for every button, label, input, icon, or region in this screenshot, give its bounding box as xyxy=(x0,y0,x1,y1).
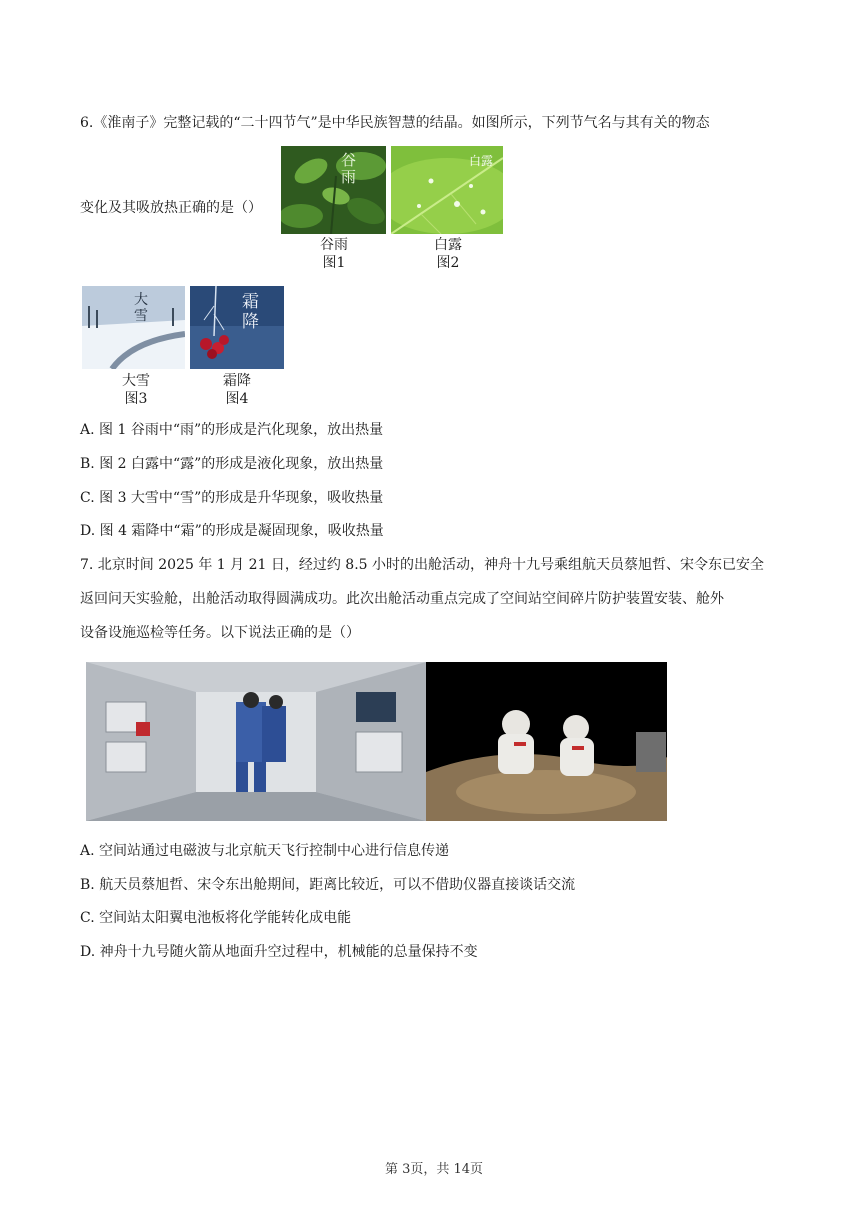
q6-stem-line1: 6.《淮南子》完整记载的“二十四节气”是中华民族智慧的结晶。如图所示，下列节气名与其有关的物态 xyxy=(80,115,710,131)
q6-option-c: C. 图 3 大雪中“雪”的形成是升华现象，吸收热量 xyxy=(80,490,384,506)
q7-option-c: C. 空间站太阳翼电池板将化学能转化成电能 xyxy=(80,910,352,926)
figure-4-shuangjiang-image xyxy=(190,286,284,369)
figure-2-name: 白露 xyxy=(434,237,462,253)
figure-2-overlay-text: 白露 xyxy=(469,154,494,168)
figure-4-overlay-text: 霜降 xyxy=(242,292,259,332)
spacewalk-image xyxy=(426,662,667,821)
figure-3-overlay-text: 大雪 xyxy=(134,292,148,324)
figure-3-daxue-image xyxy=(82,286,185,369)
figure-2-label: 图2 xyxy=(436,255,460,271)
q6-option-a: A. 图 1 谷雨中“雨”的形成是汽化现象，放出热量 xyxy=(80,422,384,438)
q7-option-a: A. 空间站通过电磁波与北京航天飞行控制中心进行信息传递 xyxy=(80,843,450,859)
figure-4-label: 图4 xyxy=(225,391,249,407)
space-station-interior-image xyxy=(86,662,426,821)
figure-1-name: 谷雨 xyxy=(320,237,348,253)
q7-stem-line1: 7. 北京时间 2025 年 1 月 21 日，经过约 8.5 小时的出舱活动，神舟十九号乘组航天员蔡旭哲、宋令东已安全 xyxy=(80,557,765,573)
q7-stem-line2: 返回问天实验舱，出舱活动取得圆满成功。此次出舱活动重点完成了空间站空间碎片防护装置安装、舱外 xyxy=(80,591,724,607)
q7-option-d: D. 神舟十九号随火箭从地面升空过程中，机械能的总量保持不变 xyxy=(80,944,478,960)
figure-2-bailu-image xyxy=(391,146,503,234)
figure-3-label: 图3 xyxy=(124,391,148,407)
figure-1-guyu-image xyxy=(281,146,386,234)
figure-1-label: 图1 xyxy=(322,255,346,271)
q6-stem-line2: 变化及其吸放热正确的是（） xyxy=(80,200,262,216)
q6-option-d: D. 图 4 霜降中“霜”的形成是凝固现象，吸收热量 xyxy=(80,523,384,539)
figure-3-name: 大雪 xyxy=(122,373,150,389)
q7-stem-line3: 设备设施巡检等任务。以下说法正确的是（） xyxy=(80,625,360,641)
figure-1-overlay-text: 谷雨 xyxy=(341,151,357,186)
q7-option-b: B. 航天员蔡旭哲、宋令东出舱期间，距离比较近，可以不借助仪器直接谈话交流 xyxy=(80,877,576,893)
q6-option-b: B. 图 2 白露中“露”的形成是液化现象，放出热量 xyxy=(80,456,384,472)
page-footer: 第 3页，共 14页 xyxy=(384,1162,484,1177)
figure-4-name: 霜降 xyxy=(223,373,251,389)
